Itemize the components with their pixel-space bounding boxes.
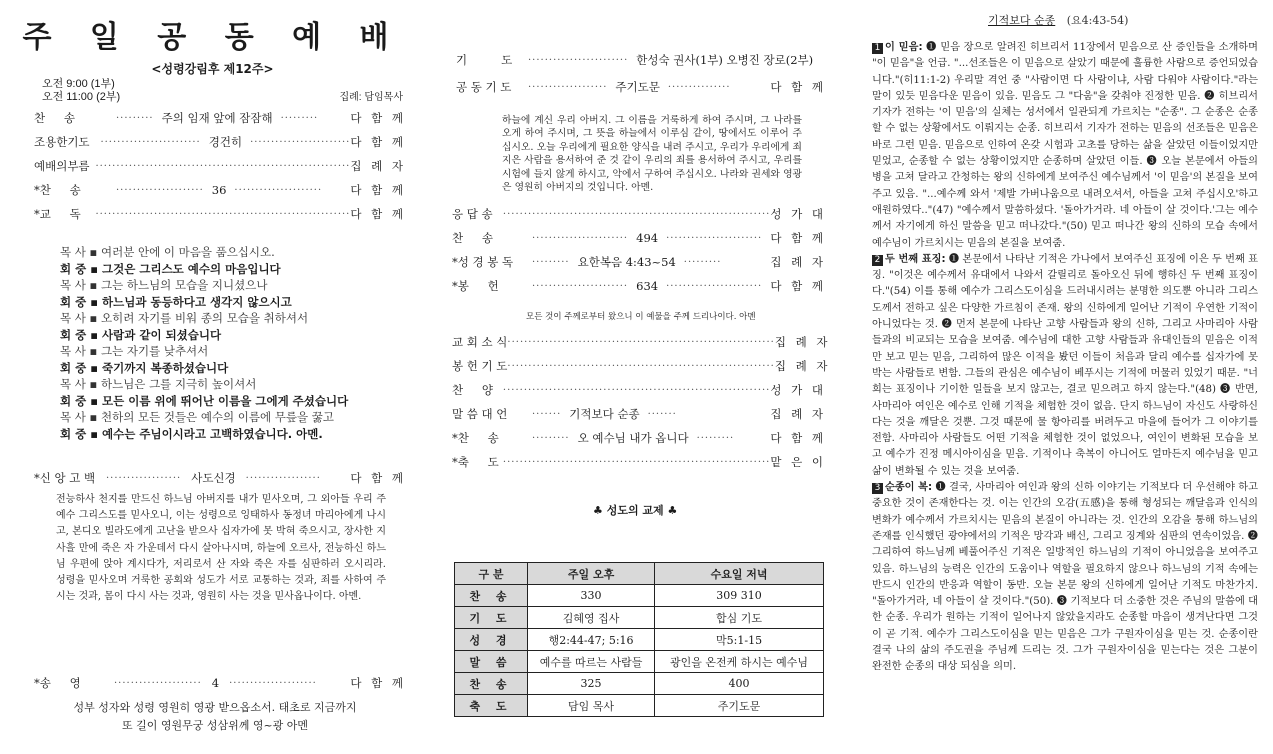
order-item: 494: [636, 231, 659, 245]
order-label: *찬 송: [452, 431, 499, 445]
table-row-header: 축 도: [455, 695, 528, 717]
liturgical-week: <성령강림후 제12주>: [151, 62, 274, 76]
leader-dots: ·········: [116, 112, 154, 124]
table-cell: 400: [655, 673, 824, 695]
table-header-cell: 수요일 저녁: [655, 563, 824, 585]
leader-dots: ·········: [532, 256, 570, 268]
order-label: 찬 양: [452, 383, 494, 397]
leader-dots: ···············: [667, 81, 731, 93]
section-number-badge: 3: [872, 483, 883, 494]
table-row-header: 찬 송: [455, 585, 528, 607]
leader-dots: ································································: [507, 336, 775, 348]
table-header-cell: 주일 오후: [528, 563, 655, 585]
table-cell: 행2:44-47; 5:16: [528, 629, 655, 651]
table-row: [455, 585, 824, 607]
order-item: 요한복음 4:43~54: [577, 255, 676, 269]
order-label: *신 앙 고 백: [34, 471, 96, 485]
weekly-schedule-table: [454, 562, 824, 717]
service-time-1: 오전 9:00 (1부): [42, 78, 115, 90]
lords-prayer-text: 하늘에 계신 우리 아버지. 그 이름을 거룩하게 하여 주시며, 그 나라를 오게 하여 주시며, 그 뜻을 하늘에서 이루심 같이, 땅에서도 이루어 주십시오. 오늘 우리에게 필요한 양식을 내려 주시고, 우리가 우리에게 죄지은 사람을 용서하여 준 것 같이 우리의 죄를 용서하여 주시고, 우리를 시험에 들지 않게 하시고, 악에서 구하여 주십시오. 나라와 권세와 영광은 영원히 아버지의 것입니다. 아멘.: [502, 115, 802, 194]
order-role: 성 가 대: [770, 383, 826, 397]
order-row: [452, 276, 826, 296]
order-role: 다 함 께: [770, 231, 826, 245]
order-role: 다 함 께: [350, 135, 406, 149]
section-text: ❶ 믿음 장으로 알려진 히브리서 11장에서 믿음으로 산 증인들을 소개하며 "이 믿음"을 언급. "...선조들은 이 믿음으로 살았기 때문에 훌륭한 사람으로 증언되었습니다."(히11:1-2) 우리말 격언 중 "사람이면 다 사람이냐, 사람 다워야 사람이다."라는 말이 있듯 믿음다운 믿음이 있음. 믿음도 그 "다움"을 갖춰야 진정한 믿음. ❷ 히브리서 기자가 전하는 '이 믿음'의 실체는 성서에서 일관되게 가르치는 "순종". 그 순종은 순종할 수 없는 상황에서도 이뤄지는 순종. 히브리서 기자가 전하는 믿음의 선조들은 믿음은 바로 그런 믿음. 믿음으로 인하여 온갖 시험과 고초를 당하는 삶을 살았던 이들이었지만 믿었고, 순종할 수 없는 상황이었지만 순종하며 살았던 이들. ❸ 오늘 본문에서 아들의 병을 고쳐 달라고 간청하는 왕의 신하에게 보여주신 예수님께서 '이 믿음'의 본질을 보여주고 있음. "...예수께 와서 '제발 가버나움으로 내려오셔서, 아들을 고쳐 주십시오'하고 애원하였다.."(47) "예수께서 말씀하셨다. '돌아가거라. 네 아들이 살 것이다.'그는 예수께서 자기에게 하신 말씀을 믿고 떠나갔다."(50) 믿고 떠나간 왕의 신하의 모습 속에서 예수님이 가르치시는 믿음의 본질을 보여줌.: [872, 42, 1258, 249]
leader-dots: ·········: [532, 432, 570, 444]
table-row-header: 성 경: [455, 629, 528, 651]
responsive-line: 목 사 ▪ 오히려 자기를 비워 종의 모습을 취하셔서: [60, 311, 309, 325]
section-heading: 두 번째 표징:: [885, 253, 946, 265]
leader-dots: ·······················: [532, 232, 629, 244]
section-heading: 이 믿음:: [885, 42, 923, 53]
order-row: [452, 356, 831, 376]
order-item: 4: [211, 676, 220, 690]
responsive-line: 목 사 ▪ 여러분 안에 이 마음을 품으십시오.: [60, 245, 275, 259]
leader-dots: ································································: [502, 456, 771, 468]
order-item: 한성숙 권사(1부) 오병진 장로(2부): [636, 53, 814, 67]
section-text: ❶ 결국, 사마리아 여인과 왕의 신하 이야기는 기적보다 더 우선해야 하고 중요한 것이 존재한다는 것. 이는 인간의 오감(五感)을 통해 형성되는 깨달음과 인식의 변화가 예수께서 가르치시는 믿음의 본질이 아니라는 것. 인간의 오감을 통해 하느님의 존재를 인식했던 광야에서의 기적은 망각과 배신, 그리고 징계와 심판의 연속이었음. ❷ 그리하여 하느님께 베풀어주신 기적은 일방적인 하느님의 기적이 아니었음을 보여주고 있음. 하느님의 능력은 인간의 도움이나 역할을 필요하지 않으나 하느님의 기적 속에는 반드시 인간의 반응과 역할이 동반. 오늘 본문 왕의 신하에게 일어난 기적도 마찬가지. "돌아가거라, 네 아들이 살 것이다."(50). ❸ 기적보다 더 소중한 것은 주님의 말씀에 대한 순종. 우리가 원하는 기적이 일어나지 않았을지라도 순종할 마음이 생겨난다면 그것이 곧 기적. 예수가 그리스도이심을 믿는 믿음은 그가 구원자이심을 믿는 것. 순종이란 결국 나의 삶의 주도권을 주님께 드리는 것. 그가 구원자이심을 믿는다는 것은 그분이 완전한 순종의 대상 되심을 의미.: [872, 482, 1258, 673]
order-role: 집 례 자: [350, 159, 406, 173]
order-label: *교 독: [34, 207, 81, 221]
responsive-line: 회 중 ▪ 그것은 그리스도 예수의 마음입니다: [60, 261, 281, 276]
order-row: [452, 252, 826, 272]
responsive-line: 목 사 ▪ 천하의 모든 것들은 예수의 이름에 무릎을 꿇고: [60, 410, 334, 424]
responsive-line: 목 사 ▪ 그는 자기를 낮추셔서: [60, 344, 209, 358]
order-label: 조용한기도: [34, 135, 90, 149]
table-row-header: 기 도: [455, 607, 528, 629]
leader-dots: ·········: [683, 256, 722, 268]
service-time-2: 오전 11:00 (2부): [42, 91, 121, 103]
leader-dots: ·······················: [666, 232, 763, 244]
leader-dots: ·····················: [114, 677, 202, 689]
leader-dots: ································································: [502, 208, 771, 220]
order-role: 다 함 께: [350, 183, 406, 197]
order-role: 다 함 께: [350, 207, 406, 221]
responsive-line: 목 사 ▪ 그는 하느님의 모습을 지니셨으나: [60, 278, 268, 292]
page-title: 주 일 공 동 예 배: [22, 20, 403, 55]
responsive-line: 회 중 ▪ 모든 이름 위에 뛰어난 이름을 그에게 주셨습니다: [60, 393, 349, 408]
table-cell: 주기도문: [655, 695, 824, 717]
creed-row: [34, 468, 406, 488]
order-row: [452, 404, 826, 424]
table-cell: 담임 목사: [528, 695, 655, 717]
order-role: 집 례 자: [770, 407, 826, 421]
responsive-line: 회 중 ▪ 사람과 같이 되셨습니다: [60, 327, 222, 342]
order-role: 다 함 께: [770, 431, 826, 445]
sermon-title: 기적보다 순종: [988, 14, 1056, 27]
order-role: 다 함 께: [770, 80, 826, 94]
order-label: 찬 송: [452, 231, 494, 245]
doxology-line-1: 성부 성자와 성령 영원히 영광 받으옵소서. 태초로 지금까지: [73, 701, 357, 714]
order-label: 예배의부름: [34, 159, 90, 173]
table-row: [455, 607, 824, 629]
table-cell: 김혜영 집사: [528, 607, 655, 629]
order-row: [452, 332, 831, 352]
leader-dots: ························: [250, 136, 351, 148]
leader-dots: ··················: [106, 472, 182, 484]
leader-dots: ·········: [280, 112, 319, 124]
order-item: 36: [211, 183, 227, 197]
responsive-line: 회 중 ▪ 예수는 주님이시라고 고백하였습니다. 아멘.: [60, 426, 323, 441]
worship-order-column-2: [438, 0, 838, 754]
table-row: [455, 629, 824, 651]
responsive-line: 목 사 ▪ 하느님은 그를 지극히 높이셔서: [60, 377, 257, 391]
leader-dots: ···················: [528, 81, 608, 93]
sermon-header: [988, 12, 1128, 28]
table-header-row: [455, 563, 824, 585]
leader-dots: ································································: [507, 360, 775, 372]
table-cell: 예수를 따르는 사람들: [528, 651, 655, 673]
table-row: [455, 651, 824, 673]
sermon-body: [872, 40, 1258, 676]
table-cell: 330: [528, 585, 655, 607]
order-role: 집 례 자: [770, 255, 826, 269]
order-label: *송 영: [34, 676, 81, 690]
leader-dots: ································································: [502, 384, 771, 396]
order-row: [34, 132, 406, 152]
order-label: 봉 헌 기 도: [452, 359, 508, 373]
section-number-badge: 1: [872, 43, 883, 54]
order-label: 기 도: [456, 53, 513, 67]
leader-dots: ·····················: [234, 184, 323, 196]
responsive-line: 회 중 ▪ 죽기까지 복종하셨습니다: [60, 360, 229, 375]
fellowship-title: ♣ 성도의 교제 ♣: [593, 504, 678, 517]
leader-dots: ·······: [647, 408, 677, 420]
order-row: [34, 204, 406, 224]
order-label: *봉 헌: [452, 279, 499, 293]
order-label: *성 경 봉 독: [452, 255, 514, 269]
order-label: *찬 송: [34, 183, 81, 197]
section-heading: 순종이 복:: [885, 482, 933, 494]
leader-dots: ························: [100, 136, 201, 148]
order-role: 성 가 대: [770, 207, 826, 221]
doxology-lyrics: [55, 699, 375, 735]
order-row: [452, 380, 826, 400]
doxology-line-2: 또 길이 영원무궁 성삼위께 영~광 아멘: [121, 719, 309, 732]
leader-dots: ·······: [532, 408, 562, 420]
order-role: 다 함 께: [770, 279, 826, 293]
order-row: [452, 428, 826, 448]
table-cell: 325: [528, 673, 655, 695]
order-item: 634: [636, 279, 659, 293]
order-role: 맡 은 이: [770, 455, 826, 469]
order-item: 경건히: [208, 135, 243, 149]
table-row-header: 찬 송: [455, 673, 528, 695]
table-row: [455, 695, 824, 717]
section-number-badge: 2: [872, 255, 883, 266]
leader-dots: ·····················: [229, 677, 317, 689]
order-item: 기적보다 순종: [569, 407, 640, 421]
leader-dots: ·····························································: [95, 208, 351, 220]
order-row: [452, 228, 826, 248]
doxology-row: [34, 673, 406, 693]
order-row: [456, 50, 826, 70]
order-row: [456, 77, 826, 97]
table-cell: 광인을 온전케 하시는 예수님: [655, 651, 824, 673]
section-text: ❶ 본문에서 나타난 기적은 가나에서 보여주신 표징에 이은 두 번째 표징. "이것은 예수께서 유대에서 나와서 갈릴리로 돌아오신 뒤에 행하신 두 번째 표징이다."(54) 이를 통해 예수가 그리스도이심을 드러내시려는 분명한 의도뿐 아니라 그리스도께서 전하고 싶은 다양한 가르침이 존재. 왕의 신하에게 일어난 기적이 우연한 기적이 아니었다는 것. ❷ 먼저 본문에 나타난 고향 사람들과 왕의 신하, 그리고 사마리아 사람들과의 비교되는 모습을 보여줌. 예수님에 대한 고향 사람들과 유대인들의 믿음은 이적만 보고 믿는 믿음, 그리하여 많은 이적을 봤던 이들이 처음과 달리 예수를 십자가에 못 박는 사람들로 변함. 그들의 관심은 예수님이 베푸시는 기적에 머물러 있었기 때문. "너희는 표징이나 기이한 일들을 보지 않고는, 결코 믿으려고 하지 않는다."(48) ❸ 반면, 사마리아 여인은 예수로 인해 기적을 체험한 것이 없음. 단지 하느님이 자신도 사랑하신다는 것을 깨달은 것뿐. 그것 때문에 물 항아리를 버려두고 마을에 들어가 그 이야기를 전함. 사마리아 사람들도 어떤 기적을 체험한 것이 없었으나, 여인이 변화된 모습을 보고 예수가 진정 메시아이심을 믿음. 기적이나 축복이 아니어도 얼마든지 예수님을 믿고 삶이 변화될 수 있는 것을 보여줌.: [872, 253, 1258, 477]
order-role: 다 함 께: [350, 471, 406, 485]
order-role: 다 함 께: [350, 111, 406, 125]
table-cell: 막5:1-15: [655, 629, 824, 651]
order-row: [452, 204, 826, 224]
order-item: 오 예수님 내가 옵니다: [577, 431, 689, 445]
order-label: 공 동 기 도: [456, 80, 512, 94]
service-times: [42, 78, 120, 104]
leader-dots: ························: [528, 54, 629, 66]
table-row: [455, 673, 824, 695]
order-row: [34, 156, 406, 176]
order-item: 사도신경: [191, 471, 236, 485]
table-body: [455, 585, 824, 717]
order-label: 말 씀 대 언: [452, 407, 508, 421]
leader-dots: ·····························································: [95, 160, 351, 172]
order-label: *축 도: [452, 455, 499, 469]
sermon-reference: (요4:43-54): [1066, 14, 1129, 27]
leader-dots: ·····················: [116, 184, 204, 196]
order-role: 집 례 자: [774, 335, 831, 349]
leader-dots: ·······················: [666, 280, 763, 292]
sermon-summary-column: [858, 0, 1273, 754]
order-label: 응 답 송: [452, 207, 493, 221]
offering-note: 모든 것이 주께로부터 왔으니 이 예물을 주께 드리나이다. 아멘: [526, 312, 756, 322]
order-label: 교 회 소 식: [452, 335, 508, 349]
order-row: [34, 108, 406, 128]
order-row: [34, 180, 406, 200]
table-cell: 309 310: [655, 585, 824, 607]
order-role: 다 함 께: [350, 676, 406, 690]
apostles-creed-text: 전능하사 천지를 만드신 하느님 아버지를 내가 믿사오며, 그 외아들 우리 주 예수 그리스도를 믿사오니, 이는 성령으로 잉태하사 동정녀 마리아에게 나시고, 본디오 빌라도에게 고난을 받으사 십자가에 못 박혀 죽으시고, 장사한 지 사흘 만에 죽은 자 가운데서 다시 살아나시며, 하늘에 오르사, 전능하신 하느님 우편에 앉아 계시다가, 저리로서 산 자와 죽은 자를 심판하러 오시리라. 성령을 믿사오며 거룩한 공회와 성도가 서로 교통하는 것과, 죄를 사하여 주시는 것과, 몸이 다시 사는 것과, 영원히 사는 것을 믿사옵나이다. 아멘.: [56, 494, 386, 603]
order-item: 주의 임재 앞에 잠잠해: [161, 111, 273, 125]
order-label: 찬 송: [34, 111, 76, 125]
worship-order-column: [0, 0, 425, 754]
presider: 집례: 담임목사: [339, 92, 403, 103]
responsive-line: 회 중 ▪ 하느님과 동등하다고 생각지 않으시고: [60, 294, 292, 309]
order-item: 주기도문: [615, 80, 660, 94]
table-cell: 합심 기도: [655, 607, 824, 629]
order-role: 집 례 자: [774, 359, 831, 373]
leader-dots: ·········: [696, 432, 735, 444]
order-row: [452, 452, 826, 472]
table-header-cell: 구 분: [455, 563, 528, 585]
table-row-header: 말 씀: [455, 651, 528, 673]
leader-dots: ·······················: [532, 280, 629, 292]
leader-dots: ··················: [245, 472, 321, 484]
